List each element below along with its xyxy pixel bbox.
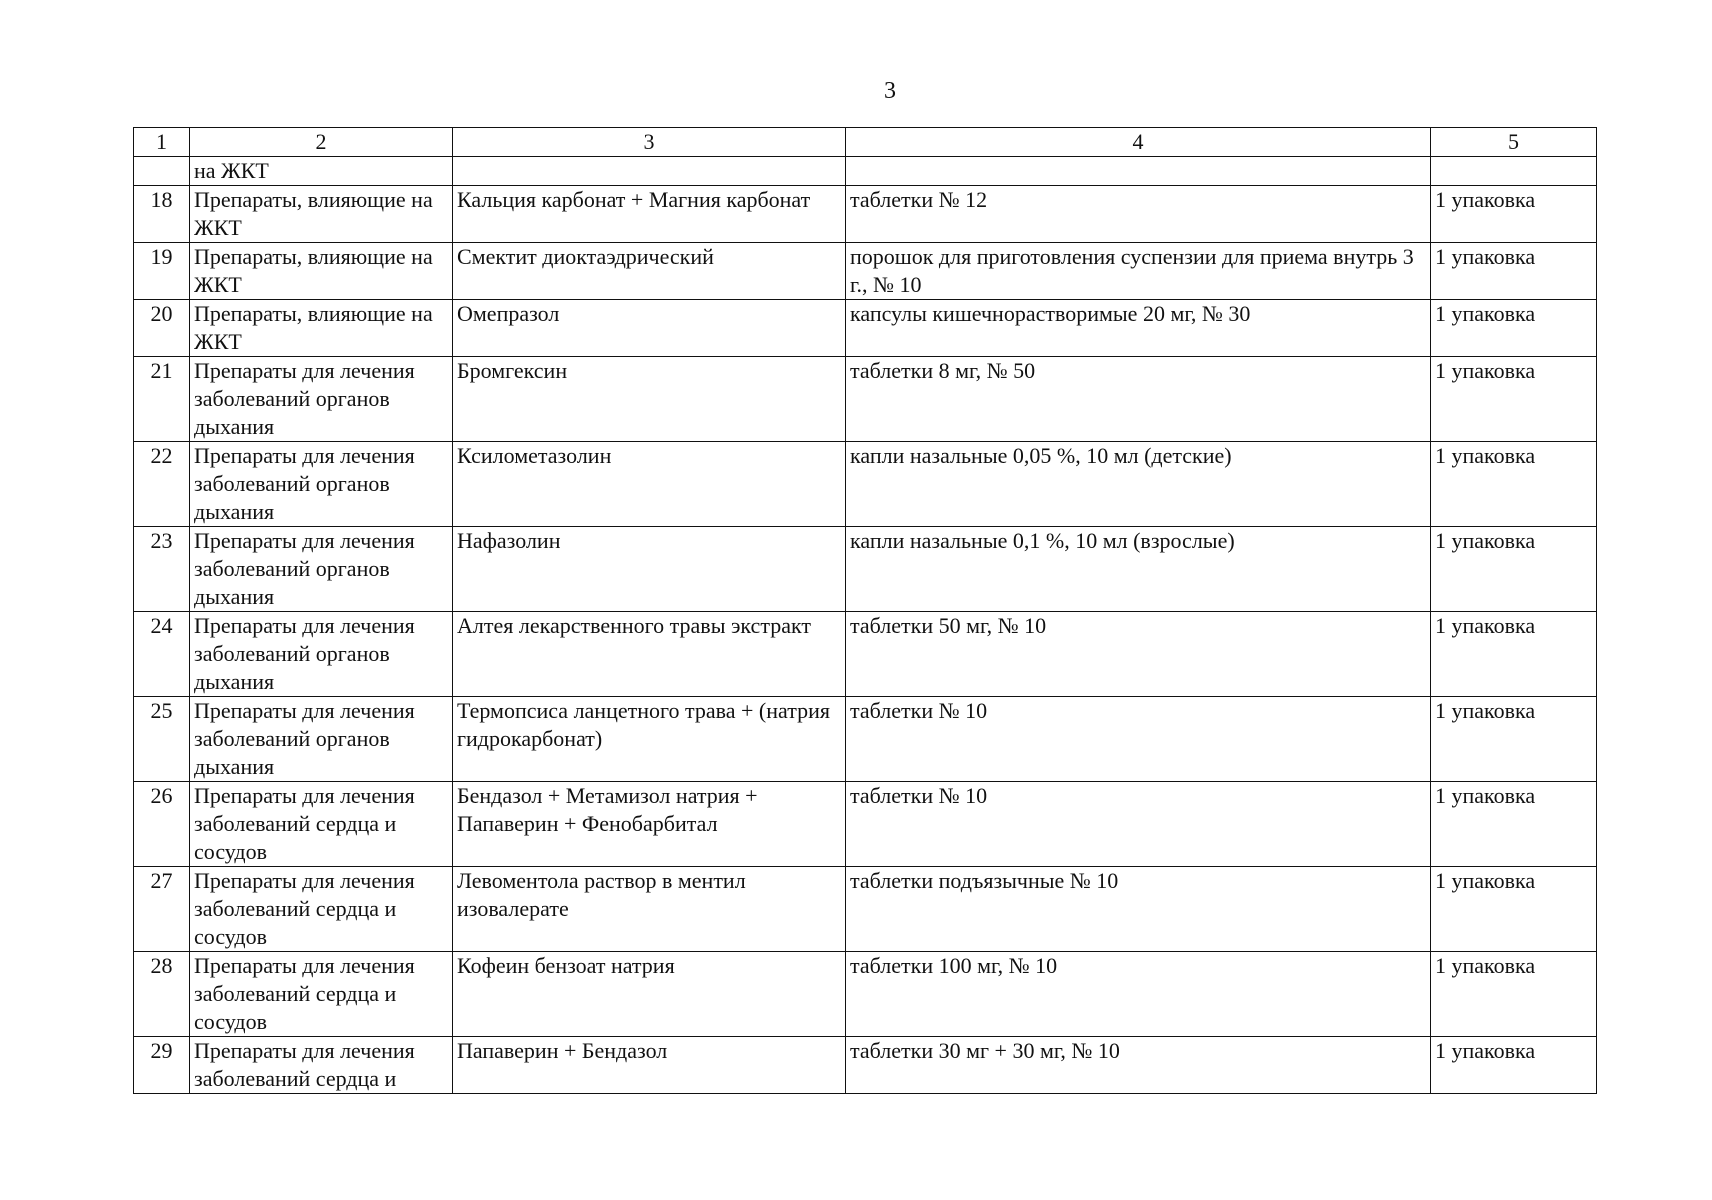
row-number [134,157,190,186]
dosage-form: таблетки № 10 [846,697,1431,782]
header-cell-3: 3 [453,128,846,157]
quantity: 1 упаковка [1431,952,1597,1037]
dosage-form: таблетки 8 мг, № 50 [846,357,1431,442]
quantity: 1 упаковка [1431,357,1597,442]
dosage-form: таблетки 100 мг, № 10 [846,952,1431,1037]
page-number: 3 [884,78,896,104]
drug-name: Нафазолин [453,527,846,612]
drug-name: Папаверин + Бендазол [453,1037,846,1094]
dosage-form: порошок для приготовления суспензии для приема внутрь 3 г., № 10 [846,243,1431,300]
drug-group: Препараты для лечения заболеваний сердца и [190,1037,453,1094]
table-row [134,357,1597,442]
drug-name: Ксилометазолин [453,442,846,527]
quantity [1431,157,1597,186]
drug-group: Препараты для лечения заболеваний органов дыхания [190,612,453,697]
quantity: 1 упаковка [1431,186,1597,243]
quantity: 1 упаковка [1431,867,1597,952]
table-row [134,442,1597,527]
row-number: 19 [134,243,190,300]
quantity: 1 упаковка [1431,442,1597,527]
row-number: 22 [134,442,190,527]
drug-group: Препараты, влияющие на ЖКТ [190,300,453,357]
quantity: 1 упаковка [1431,782,1597,867]
drug-name: Смектит диоктаэдрический [453,243,846,300]
drug-name: Бендазол + Метамизол натрия + Папаверин + Фенобарбитал [453,782,846,867]
quantity: 1 упаковка [1431,612,1597,697]
table-row [134,612,1597,697]
dosage-form: таблетки 30 мг + 30 мг, № 10 [846,1037,1431,1094]
header-cell-4: 4 [846,128,1431,157]
dosage-form: таблетки № 12 [846,186,1431,243]
header-cell-2: 2 [190,128,453,157]
dosage-form [846,157,1431,186]
header-cell-1: 1 [134,128,190,157]
quantity: 1 упаковка [1431,243,1597,300]
table-row [134,157,1597,186]
table-row [134,867,1597,952]
quantity: 1 упаковка [1431,300,1597,357]
drug-name: Кальция карбонат + Магния карбонат [453,186,846,243]
table-row [134,952,1597,1037]
table-row [134,782,1597,867]
dosage-form: таблетки № 10 [846,782,1431,867]
quantity: 1 упаковка [1431,697,1597,782]
dosage-form: таблетки 50 мг, № 10 [846,612,1431,697]
row-number: 21 [134,357,190,442]
drug-group: Препараты для лечения заболеваний сердца и сосудов [190,867,453,952]
table-row [134,243,1597,300]
drug-group: Препараты для лечения заболеваний органов дыхания [190,442,453,527]
drug-group: Препараты для лечения заболеваний сердца и сосудов [190,782,453,867]
table-row [134,527,1597,612]
drug-name: Кофеин бензоат натрия [453,952,846,1037]
row-number: 18 [134,186,190,243]
row-number: 25 [134,697,190,782]
header-cell-5: 5 [1431,128,1597,157]
row-number: 29 [134,1037,190,1094]
dosage-form: капли назальные 0,1 %, 10 мл (взрослые) [846,527,1431,612]
drug-name [453,157,846,186]
row-number: 27 [134,867,190,952]
drug-group: Препараты, влияющие на ЖКТ [190,186,453,243]
quantity: 1 упаковка [1431,527,1597,612]
drug-group: Препараты для лечения заболеваний органов дыхания [190,527,453,612]
drug-group: Препараты для лечения заболеваний органов дыхания [190,357,453,442]
medication-table [133,127,1597,1094]
quantity: 1 упаковка [1431,1037,1597,1094]
drug-group: Препараты для лечения заболеваний сердца и сосудов [190,952,453,1037]
table-row [134,300,1597,357]
drug-name: Бромгексин [453,357,846,442]
dosage-form: капсулы кишечнорастворимые 20 мг, № 30 [846,300,1431,357]
row-number: 28 [134,952,190,1037]
drug-name: Термопсиса ланцетного трава + (натрия гидрокарбонат) [453,697,846,782]
dosage-form: таблетки подъязычные № 10 [846,867,1431,952]
table-row [134,186,1597,243]
row-number: 23 [134,527,190,612]
drug-group: Препараты для лечения заболеваний органов дыхания [190,697,453,782]
table-header-row [134,128,1597,157]
drug-name: Омепразол [453,300,846,357]
dosage-form: капли назальные 0,05 %, 10 мл (детские) [846,442,1431,527]
table-row [134,697,1597,782]
drug-name: Алтея лекарственного травы экстракт [453,612,846,697]
drug-group: Препараты, влияющие на ЖКТ [190,243,453,300]
row-number: 20 [134,300,190,357]
row-number: 24 [134,612,190,697]
drug-name: Левоментола раствор в ментил изовалерате [453,867,846,952]
drug-group: на ЖКТ [190,157,453,186]
row-number: 26 [134,782,190,867]
table-row [134,1037,1597,1094]
